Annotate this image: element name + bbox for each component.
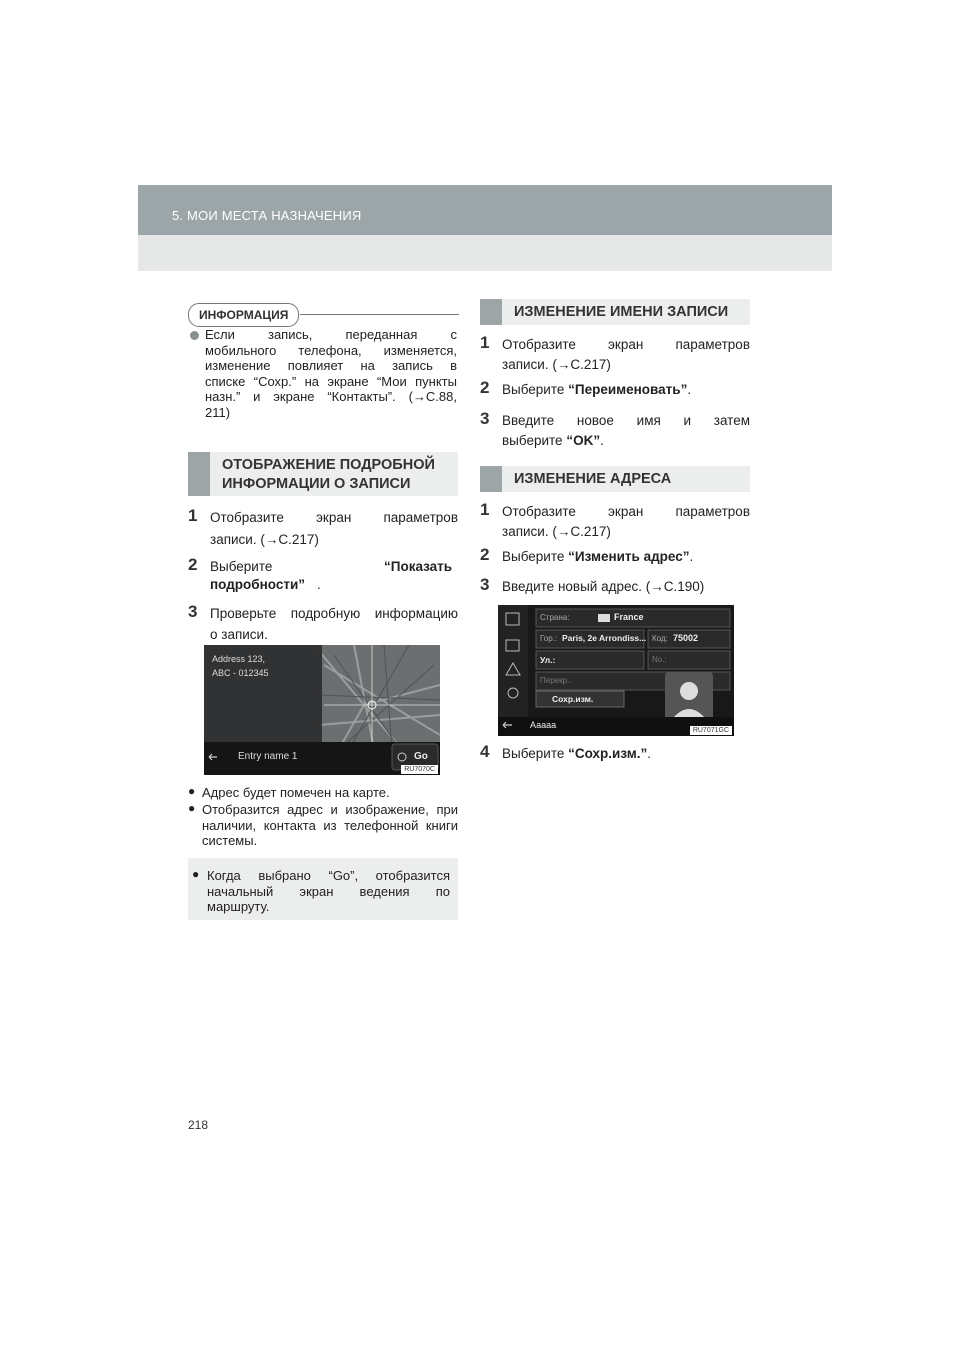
country-field[interactable]: France	[614, 612, 644, 622]
crossing-field[interactable]: Перекр..	[540, 676, 572, 685]
note-line: начальный экран ведения по	[207, 883, 450, 899]
step-number: 3	[480, 409, 490, 428]
step-number: 2	[480, 378, 490, 397]
step-text-part: .	[687, 382, 692, 397]
entry-name-value: Ааааа	[530, 720, 557, 730]
section-heading-details	[188, 452, 458, 496]
figure-ref: RU7071GC	[690, 726, 732, 735]
step-text: Отобразите экран параметров	[210, 510, 458, 525]
step-number: 3	[480, 575, 490, 594]
step-number: 3	[188, 602, 198, 621]
go-button[interactable]: Go	[414, 751, 428, 762]
section-heading-rename	[480, 299, 750, 325]
bullet-text	[202, 802, 458, 849]
step-text	[502, 379, 691, 400]
entry-name-label[interactable]: Entry name 1	[238, 751, 298, 762]
note-line: маршруту.	[207, 899, 270, 914]
heading-text: ИЗМЕНЕНИЕ ИМЕНИ ЗАПИСИ	[514, 304, 729, 320]
map-screenshot	[204, 645, 440, 775]
step-text-part: Выберите	[502, 382, 569, 397]
step-text-part: Выберите	[502, 746, 569, 761]
number-field[interactable]: No.:	[652, 655, 667, 664]
step-text: Введите новый адрес. (→С.190)	[502, 579, 705, 594]
step-text: .	[317, 577, 321, 592]
step-text	[502, 743, 651, 764]
bullet-line: наличии, контакта из телефонной книги	[202, 817, 458, 833]
info-line: изменение повлияет на запись в	[205, 358, 457, 373]
step-text-part: .	[600, 433, 604, 448]
save-changes-button[interactable]: Сохр.изм.	[552, 694, 594, 704]
step-text-part: .	[647, 746, 651, 761]
info-line: мобильного телефона, изменяется,	[205, 342, 457, 358]
info-bullet-icon	[190, 331, 199, 340]
note-text	[207, 868, 450, 915]
step-number: 1	[188, 506, 198, 525]
step-number: 2	[480, 545, 490, 564]
bullet-text: Адрес будет помечен на карте.	[202, 785, 390, 800]
address-screenshot	[498, 605, 734, 736]
step-text: Отобразите экран параметров	[502, 337, 750, 352]
note-line: Когда выбрано “Go”, отобразится	[207, 868, 450, 883]
code-label: Код:	[652, 634, 668, 643]
step-text-bold: “Переименовать”	[568, 382, 688, 397]
section-title: 5. МОИ МЕСТА НАЗНАЧЕНИЯ	[172, 208, 362, 223]
step-text: Введите новое имя и затем	[502, 413, 750, 428]
map-address-line: Address 123,	[212, 654, 266, 664]
info-line: 211)	[205, 404, 231, 420]
heading-line: ОТОБРАЖЕНИЕ ПОДРОБНОЙ	[222, 457, 435, 473]
step-number: 1	[480, 333, 490, 352]
bullet-line: Отобразится адрес и изображение, при	[202, 802, 458, 817]
step-text: Отобразите экран параметров	[502, 504, 750, 519]
section-heading-address	[480, 466, 750, 492]
step-text-bold: “Сохр.изм.”	[568, 746, 648, 761]
step-number: 1	[480, 500, 490, 519]
street-field[interactable]: Ул.:	[540, 655, 556, 665]
step-number: 2	[188, 555, 198, 574]
header-subband	[138, 235, 832, 271]
step-text	[502, 546, 693, 567]
step-text: о записи.	[210, 627, 268, 642]
step-text: записи. (→С.217)	[502, 357, 611, 372]
figure-ref: RU7070C	[401, 765, 438, 774]
note-box	[188, 858, 458, 920]
step-text-bold: “OK”	[566, 433, 601, 448]
info-label: ИНФОРМАЦИЯ	[188, 303, 299, 327]
country-label: Страна:	[540, 613, 570, 622]
city-field[interactable]: Paris, 2e Arrondiss...	[562, 633, 647, 643]
step-text: записи. (→С.217)	[210, 532, 319, 547]
step-text-part: .	[689, 549, 694, 564]
code-field[interactable]: 75002	[673, 633, 699, 643]
info-text	[205, 327, 457, 420]
step-text: записи. (→С.217)	[502, 524, 611, 539]
step-text-part: Выберите	[502, 549, 569, 564]
step-text: Выберите	[210, 559, 273, 574]
step-text-bold: подробности”	[210, 577, 306, 592]
step-number: 4	[480, 742, 490, 761]
heading-bar	[480, 299, 502, 325]
bullet-icon: ●	[188, 801, 196, 815]
info-line: Если запись, переданная с	[205, 327, 457, 342]
bullet-icon: ●	[192, 867, 200, 881]
step-text-bold: “Изменить адрес”	[568, 549, 690, 564]
step-text-part: выберите	[502, 433, 567, 448]
heading-bar	[188, 452, 210, 496]
info-line: назн.” и экране “Контакты”. (→С.88,	[205, 389, 457, 404]
step-text: Проверьте подробную информацию	[210, 606, 458, 621]
info-line: списке “Сохр.” на экране “Мои пункты	[205, 373, 457, 389]
heading-line: ИНФОРМАЦИИ О ЗАПИСИ	[222, 476, 411, 492]
info-divider	[300, 314, 459, 315]
heading-bar	[480, 466, 502, 492]
city-label: Гор.:	[540, 634, 558, 643]
bullet-icon: ●	[188, 784, 196, 798]
page-number: 218	[188, 1118, 209, 1132]
heading-text: ИЗМЕНЕНИЕ АДРЕСА	[514, 471, 672, 487]
map-address-line: ABC - 012345	[212, 668, 269, 678]
step-text	[502, 430, 604, 451]
bullet-line: системы.	[202, 833, 258, 848]
address-panel-image	[498, 605, 734, 736]
step-text-bold: “Показать	[384, 559, 453, 574]
